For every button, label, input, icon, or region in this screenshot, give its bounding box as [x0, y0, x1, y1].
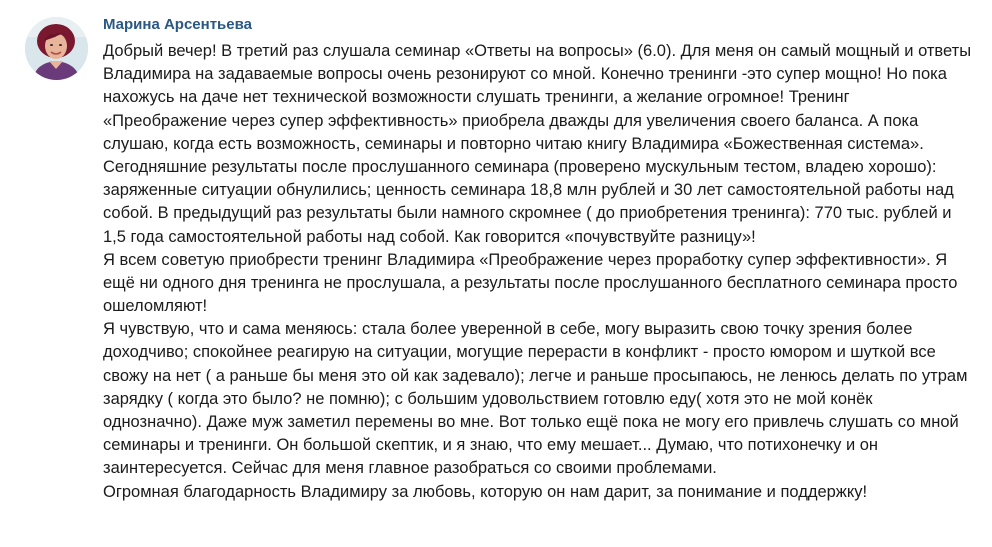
comment-text-line: ошеломляют!: [103, 297, 208, 316]
comment-text-line: собой. В предыдущий раз результаты были намного скромнее ( до приобретения тренинга): 770 тыс. рублей и: [103, 204, 952, 223]
comment-text-line: нахожусь на даче нет технической возможности слушать тренинги, а желание огромное! Тренинг: [103, 88, 850, 107]
comment-text-line: однозначно). Даже муж заметил перемены во мне. Вот только ещё пока не могу его привлечь слушать со мной: [103, 413, 959, 431]
comment-author-name[interactable]: Марина Арсентьева: [103, 16, 252, 33]
comment-text-line: заинтересуется. Сейчас для меня главное разобраться со своими проблемами.: [103, 459, 717, 478]
comment-text-line: слушаю, когда есть возможность, семинары и повторно читаю книгу Владимира «Божественная система».: [103, 134, 924, 153]
comment-text-line: 1,5 года самостоятельной работы над собой. Как говорится «почувствуйте разницу»!: [103, 227, 756, 246]
comment-text-line: «Преображение через супер эффективность» приобрела дважды для увеличения своего баланса. А пока: [103, 111, 919, 130]
comment-text-line: Огромная благодарность Владимиру за любовь, которую он нам дарит, за понимание и поддержку!: [103, 482, 868, 501]
comment-text-line: семинары и тренинги. Он большой скептик, и я знаю, что ему мешает... Думаю, что потихонечку и он: [103, 436, 879, 455]
comment-text-line: Владимира на задаваемые вопросы очень резонируют со мной. Конечно тренинги -это супер мощно! Но пока: [103, 65, 947, 84]
comment-text: [103, 40, 983, 504]
comment-text-line: свожу на нет ( а раньше бы меня это ой как задевало); легче и раньше просыпаюсь, не ленюсь делать по утрам: [103, 366, 968, 385]
comment-text-line: заряженные ситуации обнулились; ценность семинара 18,8 млн рублей и 30 лет самостоятельной работы над: [103, 181, 954, 200]
comment-text-line: Добрый вечер! В третий раз слушала семинар «Ответы на вопросы» (6.0). Для меня он самый мощный и ответы: [103, 42, 972, 60]
comment-text-line: Я чувствую, что и сама меняюсь: стала более уверенной в себе, могу выразить свою точку зрения более: [103, 320, 913, 339]
comment-text-line: зарядку ( когда это было? не помню); с большим удовольствием готовлю еду( хотя это не мой конёк: [103, 389, 873, 408]
comment-text-line: ещё ни одного дня тренинга не прослушала, а результаты после прослушанного бесплатного семинара просто: [103, 273, 958, 292]
user-avatar-photo[interactable]: [25, 17, 88, 80]
comment-text-line: Сегодняшние результаты после прослушанного семинара (проверено мускульным тестом, владею хорошо):: [103, 157, 937, 176]
comment-text-line: доходчиво; спокойнее реагирую на ситуации, могущие перерасти в конфликт - просто юмором и шуткой все: [103, 343, 936, 362]
comment-text-line: Я всем советую приобрести тренинг Владимира «Преображение через проработку супер эффективности». Я: [103, 250, 948, 269]
